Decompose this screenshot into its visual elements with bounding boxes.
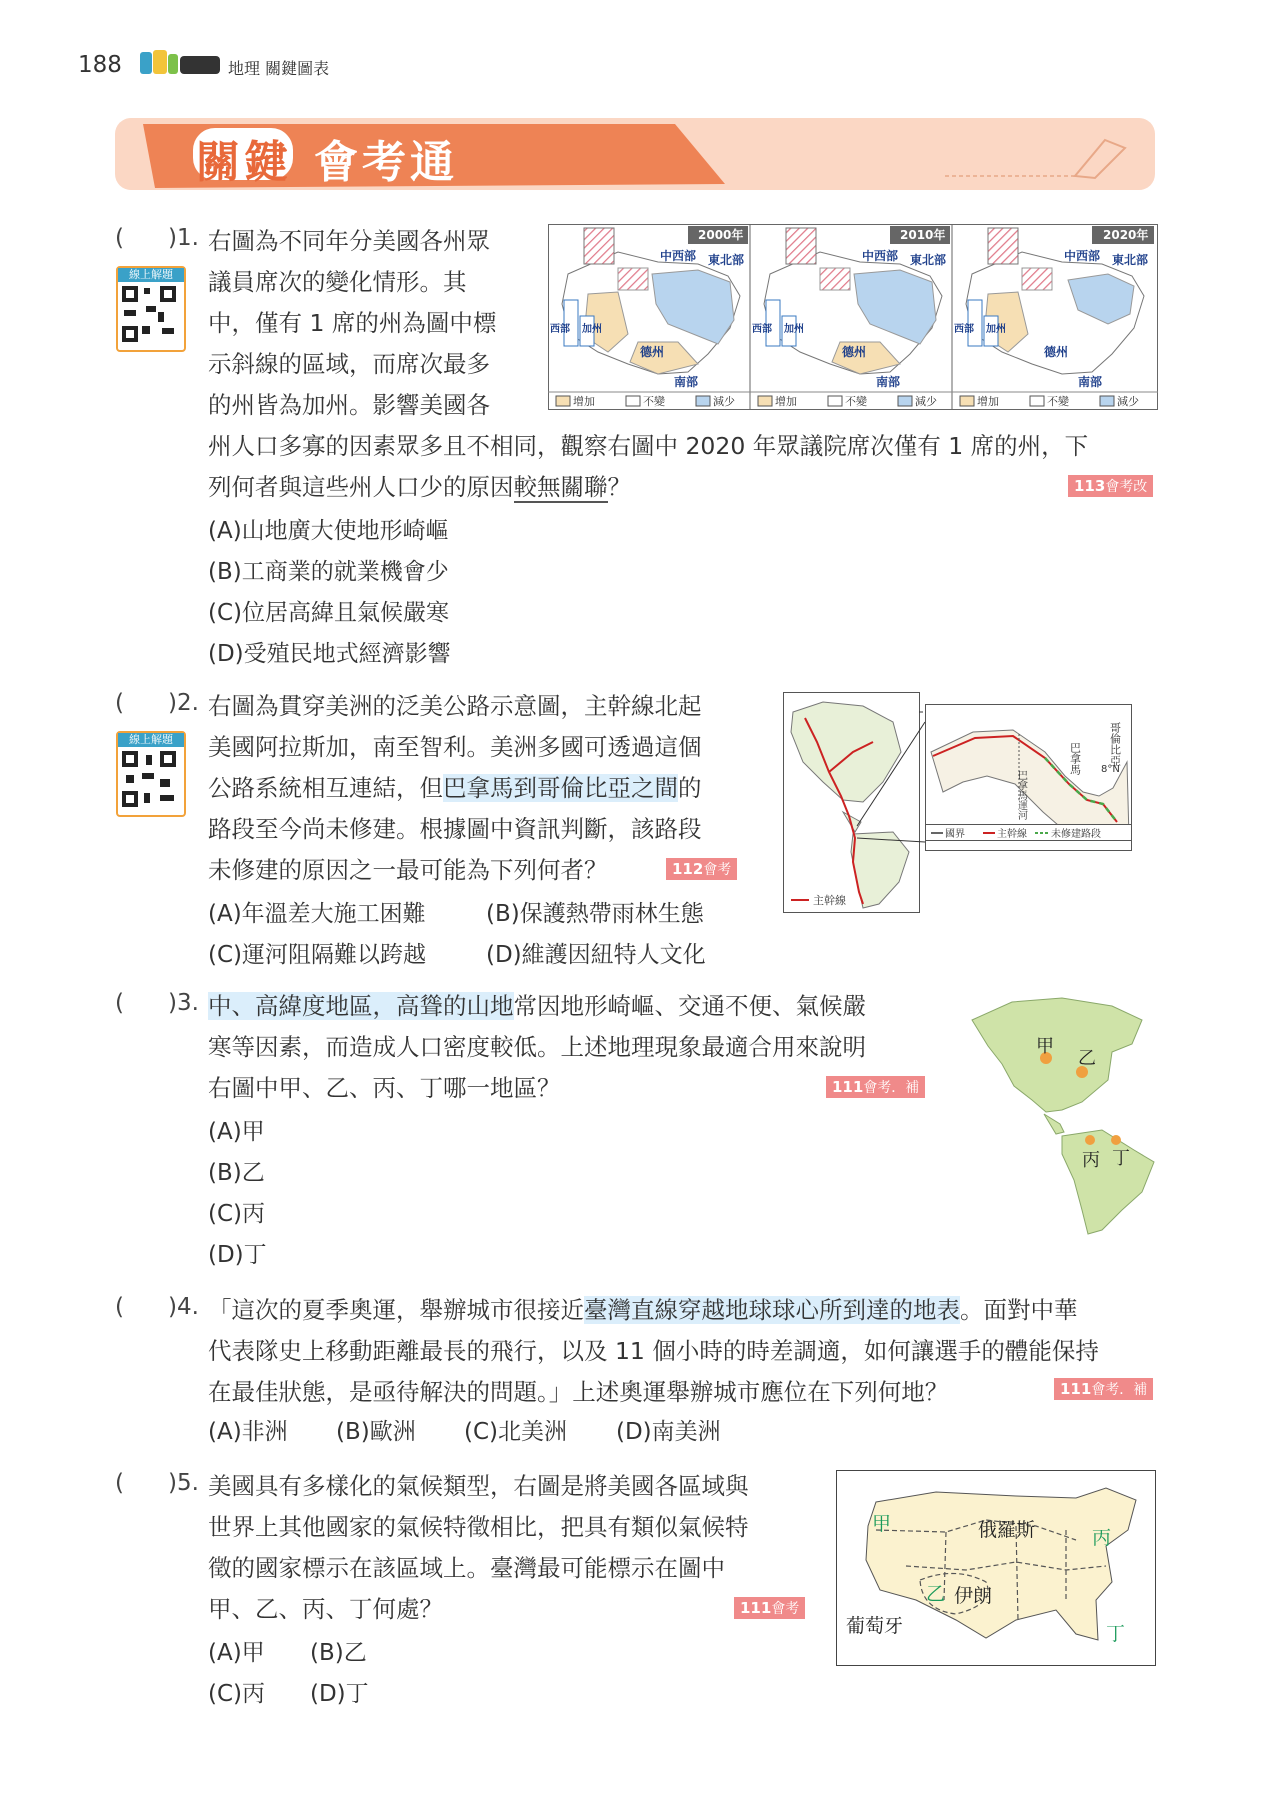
americas-map [962, 990, 1158, 1240]
legend-unbuilt: 未修建路段 [1051, 829, 1101, 840]
qr-code[interactable] [116, 266, 186, 352]
pan-american-highway-map [783, 692, 1133, 914]
q2-line: 路段至今尚未修建。根據圖中資訊判斷，該路段 [208, 815, 702, 843]
answer-blank[interactable]: ( [115, 690, 124, 716]
label-d: 丁 [1112, 1148, 1130, 1169]
banner-title-part1: 關鍵 [196, 137, 292, 188]
us-climate-map [836, 1470, 1156, 1666]
label-iran: 伊朗 [954, 1585, 993, 1607]
option-c[interactable]: (C)北美洲 [464, 1419, 568, 1445]
label-b: 乙 [1078, 1048, 1096, 1069]
running-title: 地理 關鍵圖表 [228, 59, 330, 78]
legend-same: 不變 [845, 395, 867, 408]
label-russia: 俄羅斯 [978, 1519, 1036, 1541]
option-a[interactable]: (A)甲 [208, 1640, 265, 1666]
label-ca: 加州 [582, 324, 602, 335]
option-c[interactable]: (C)丙 [208, 1201, 266, 1227]
label-west: 西部 [550, 324, 570, 335]
label-c: 丙 [1082, 1150, 1100, 1171]
legend-border: 國界 [945, 829, 965, 840]
option-d[interactable]: (D)丁 [310, 1681, 369, 1707]
tag-text: 會考 [703, 862, 732, 878]
q4-l1a: 「這次的夏季奧運，舉辦城市很接近 [208, 1296, 584, 1324]
tag-year: 111 [740, 1599, 772, 1617]
label-b: 乙 [926, 1583, 946, 1605]
label-c: 丙 [1092, 1527, 1112, 1549]
q4-line: 在最佳狀態，是亟待解決的問題。」上述奧運舉辦城市應位在下列何地？ [208, 1378, 949, 1406]
option-b[interactable]: (B)歐洲 [336, 1419, 416, 1445]
legend-decrease: 減少 [1117, 395, 1139, 408]
source-tag [826, 1076, 925, 1098]
banner-title-part2: 會考通 [314, 137, 458, 188]
label-south: 南部 [1078, 375, 1103, 389]
q2-l3a: 公路系統相互連結，但 [208, 774, 443, 802]
option-a[interactable]: (A)甲 [208, 1119, 265, 1145]
label-south: 南部 [674, 375, 699, 389]
qr-pattern [118, 282, 180, 346]
q5-line: 甲、乙、丙、丁何處？ [208, 1595, 443, 1623]
option-b[interactable]: (B)乙 [310, 1640, 367, 1666]
q3-line: 右圖中甲、乙、丙、丁哪一地區？ [208, 1074, 561, 1102]
label-ca: 加州 [784, 324, 804, 335]
label-panama: 巴拿馬 [1068, 742, 1082, 775]
legend-decrease: 減少 [713, 395, 735, 408]
q4-line: 代表隊史上移動距離最長的飛行，以及 11 個小時的時差調適，如何讓選手的體能保持 [208, 1337, 1099, 1365]
q1-line: 中，僅有 1 席的州為圖中標 [208, 309, 497, 337]
qr-pattern [118, 747, 180, 811]
q1-last-a: 列何者與這些州人口少的原因 [208, 473, 514, 501]
q3-line: 寒等因素，而造成人口密度較低。上述地理現象最適合用來說明 [208, 1033, 866, 1061]
option-c[interactable]: (C)位居高緯且氣候嚴寒 [208, 600, 450, 626]
question-number: )1. [168, 225, 199, 251]
option-a[interactable]: (A)年溫差大施工困難 [208, 901, 426, 927]
tag-text: 會考改 [1105, 479, 1148, 495]
q3-highlight: 中、高緯度地區，高聳的山地 [208, 992, 514, 1020]
answer-blank[interactable]: ( [115, 225, 124, 251]
q1-line [208, 467, 631, 508]
legend-increase: 增加 [977, 395, 999, 408]
label-a: 甲 [1036, 1036, 1054, 1057]
q2-line: 未修建的原因之一最可能為下列何者？ [208, 856, 608, 884]
q1-line: 右圖為不同年分美國各州眾 [208, 227, 490, 255]
label-west: 西部 [752, 324, 772, 335]
label-midwest: 中西部 [1064, 249, 1101, 263]
answer-blank[interactable]: ( [115, 990, 124, 1016]
legend-main-route: 主幹線 [813, 894, 846, 907]
label-ca: 加州 [986, 324, 1006, 335]
answer-blank[interactable]: ( [115, 1294, 124, 1320]
page-number: 188 [78, 52, 122, 78]
q1-underlined: 較無關聯 [513, 473, 608, 501]
source-tag [666, 858, 737, 880]
legend-same: 不變 [643, 395, 665, 408]
label-south: 南部 [876, 375, 901, 389]
q1-line: 示斜線的區域，而席次最多 [208, 350, 490, 378]
q2-highlight: 巴拿馬到哥倫比亞之間 [443, 774, 678, 802]
tag-text: 會考 [771, 1601, 800, 1617]
map-year: 2000年 [698, 228, 744, 242]
label-west: 西部 [954, 324, 974, 335]
tag-text: 會考．補 [1091, 1382, 1148, 1398]
legend-main: 主幹線 [997, 829, 1027, 840]
map-year: 2020年 [1103, 228, 1149, 242]
legend-increase: 增加 [573, 395, 595, 408]
option-b[interactable]: (B)保護熱帶雨林生態 [486, 901, 704, 927]
tag-year: 111 [832, 1078, 864, 1096]
label-tx: 德州 [842, 345, 867, 359]
question-number: )2. [168, 690, 199, 716]
legend-decrease: 減少 [915, 395, 937, 408]
q1-line: 議員席次的變化情形。其 [208, 268, 467, 296]
option-a[interactable]: (A)山地廣大使地形崎嶇 [208, 518, 449, 544]
option-d[interactable]: (D)南美洲 [616, 1419, 721, 1445]
qr-label: 線上解題 [118, 733, 184, 747]
question-number: )3. [168, 990, 199, 1016]
q3-l1b: 常因地形崎嶇、交通不便、氣候嚴 [513, 992, 866, 1020]
q2-line: 美國阿拉斯加，南至智利。美洲多國可透過這個 [208, 733, 702, 761]
q1-line: 州人口多寡的因素眾多且不相同，觀察右圖中 2020 年眾議院席次僅有 1 席的州，下 [208, 432, 1089, 460]
label-tx: 德州 [640, 345, 665, 359]
tag-year: 112 [672, 860, 704, 878]
legend-same: 不變 [1047, 395, 1069, 408]
label-northeast: 東北部 [1112, 253, 1149, 267]
answer-blank[interactable]: ( [115, 1470, 124, 1496]
option-c[interactable]: (C)丙 [208, 1681, 266, 1707]
option-d[interactable]: (D)維護因紐特人文化 [486, 942, 706, 968]
banner-title [196, 126, 458, 190]
label-midwest: 中西部 [862, 249, 899, 263]
option-c[interactable]: (C)運河阻隔難以跨越 [208, 942, 427, 968]
option-b[interactable]: (B)乙 [208, 1160, 265, 1186]
us-seat-change-maps [548, 224, 1158, 410]
label-colombia: 哥倫比亞 [1108, 722, 1122, 766]
tag-year: 111 [1060, 1380, 1092, 1398]
label-d: 丁 [1106, 1623, 1126, 1645]
q2-line [208, 768, 702, 809]
tag-text: 會考．補 [863, 1080, 920, 1096]
label-tx: 德州 [1044, 345, 1069, 359]
publisher-logo [140, 48, 222, 78]
q2-l3b: 的 [678, 774, 702, 802]
label-canal: 巴拿馬運河 [1015, 770, 1027, 820]
option-d[interactable]: (D)受殖民地式經濟影響 [208, 641, 451, 667]
qr-label: 線上解題 [118, 268, 184, 282]
source-tag [1068, 475, 1153, 497]
question-number: )5. [168, 1470, 199, 1496]
label-midwest: 中西部 [660, 249, 697, 263]
q3-line [208, 986, 866, 1027]
q1-line: 的州皆為加州。影響美國各 [208, 391, 490, 419]
label-northeast: 東北部 [910, 253, 947, 267]
option-d[interactable]: (D)丁 [208, 1242, 267, 1268]
source-tag [1054, 1378, 1153, 1400]
label-a: 甲 [872, 1513, 892, 1535]
q2-line: 右圖為貫穿美洲的泛美公路示意圖，主幹線北起 [208, 692, 702, 720]
q4-highlight: 臺灣直線穿越地球球心所到達的地表 [584, 1296, 960, 1324]
question-number: )4. [168, 1294, 199, 1320]
option-b[interactable]: (B)工商業的就業機會少 [208, 559, 449, 585]
qr-code[interactable] [116, 731, 186, 817]
q1-last-b: ？ [607, 473, 631, 501]
q4-l1b: 。面對中華 [960, 1296, 1078, 1324]
map-year: 2010年 [900, 228, 946, 242]
q5-line: 美國具有多樣化的氣候類型，右圖是將美國各區域與 [208, 1472, 749, 1500]
tag-year: 113 [1074, 477, 1106, 495]
option-a[interactable]: (A)非洲 [208, 1419, 288, 1445]
label-portugal: 葡萄牙 [846, 1615, 904, 1637]
q5-line: 世界上其他國家的氣候特徵相比，把具有類似氣候特 [208, 1513, 749, 1541]
q5-line: 徵的國家標示在該區域上。臺灣最可能標示在圖中 [208, 1554, 725, 1582]
source-tag [734, 1597, 805, 1619]
legend-increase: 增加 [775, 395, 797, 408]
q4-line [208, 1290, 1078, 1331]
label-northeast: 東北部 [708, 253, 745, 267]
label-latitude: 8°N [1101, 764, 1120, 775]
